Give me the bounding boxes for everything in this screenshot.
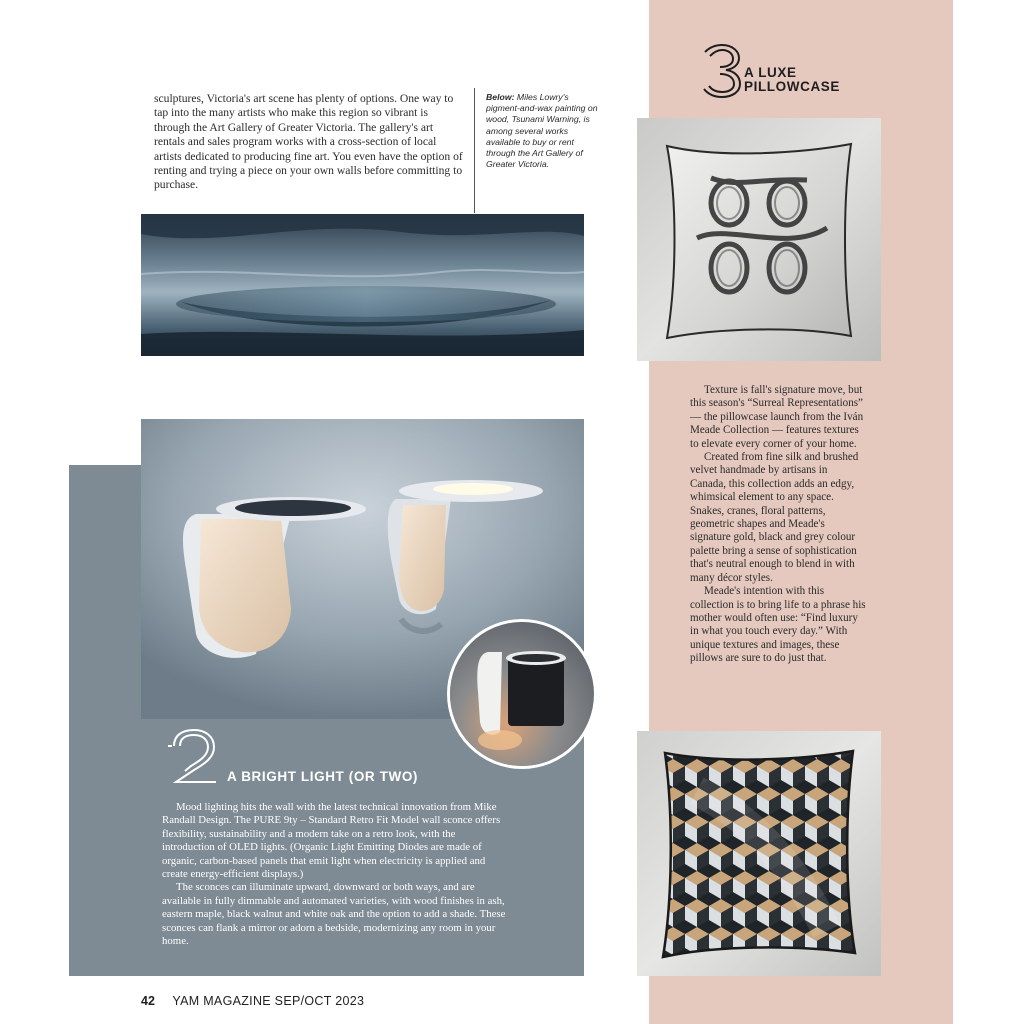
section-3-number — [702, 44, 742, 98]
page-number: 42 — [141, 994, 155, 1008]
tsunami-warning-painting-image — [141, 214, 584, 356]
caption-divider — [474, 88, 475, 213]
section-2-number — [168, 728, 220, 786]
snake-pillow-photo — [637, 118, 881, 361]
section-3-paragraph: Texture is fall's signature move, but this season's “Surreal Representations” — the pillowcase launch from the Iván Meade Collection — features textures to elevate every corner of your home. — [690, 384, 864, 450]
section-2-body — [162, 801, 507, 948]
magazine-issue: YAM MAGAZINE SEP/OCT 2023 — [172, 994, 365, 1008]
section-2-paragraph: Mood lighting hits the wall with the latest technical innovation from Mike Randall Design. The PURE 9ty – Standard Retro Fit Model wall sconce offers flexibility, sustainability and a modern take on a retro look, with the introduction of OLED lights. (Organic Light Emitting Diodes are made of organic, carbon-based panels that emit light when electricity is applied and create energy-efficient displays.) — [162, 801, 501, 881]
section-3-heading — [744, 66, 840, 94]
intro-paragraph: sculptures, Victoria's art scene has plenty of options. One way to tap into the many artists who make this region so vibrant is through the Art Gallery of Greater Victoria. The gallery's art rentals and sales program works with a cross-section of local artists dedicated to producing fine art. You even have the option of renting and trying a piece on your own walls before committing to purchase. — [154, 92, 463, 192]
section-3-heading-line: A LUXE — [744, 65, 797, 80]
section-2-heading: A BRIGHT LIGHT (OR TWO) — [227, 769, 419, 784]
section-3-heading-line: PILLOWCASE — [744, 79, 840, 94]
photo-caption — [486, 92, 601, 170]
section-3-paragraph: Meade's intention with this collection is to bring life to a phrase his mother would often use: “Find luxury in what you touch every day.” With unique textures and images, these pillows are sure to do just that. — [690, 585, 866, 665]
caption-lead: Below: — [486, 92, 515, 102]
section-2-paragraph: The sconces can illuminate upward, downward or both ways, and are available in fully dimmable and automated varieties, with wood finishes in ash, eastern maple, black walnut and white oak and the option to add a shade. These sconces can flank a mirror or adorn a bedside, modernizing any room in your home. — [162, 881, 506, 948]
section-3-paragraph: Created from fine silk and brushed velvet handmade by artisans in Canada, this collection adds an edgy, whimsical element to any space. Snakes, cranes, floral patterns, geometric shapes and Meade's signature gold, black and grey colour palette bring a sense of sophistication that's neutral enough to blend in with many décor styles. — [690, 451, 859, 584]
geometric-pillow-photo — [637, 731, 881, 976]
sconce-detail-inset-photo — [447, 619, 597, 769]
section-3-body — [690, 384, 866, 666]
page-footer — [141, 994, 364, 1008]
caption-text: Miles Lowry's pigment-and-wax painting on wood, Tsunami Warning, is among several works available to buy or rent through the Art Gallery of Greater Victoria. — [486, 92, 598, 170]
